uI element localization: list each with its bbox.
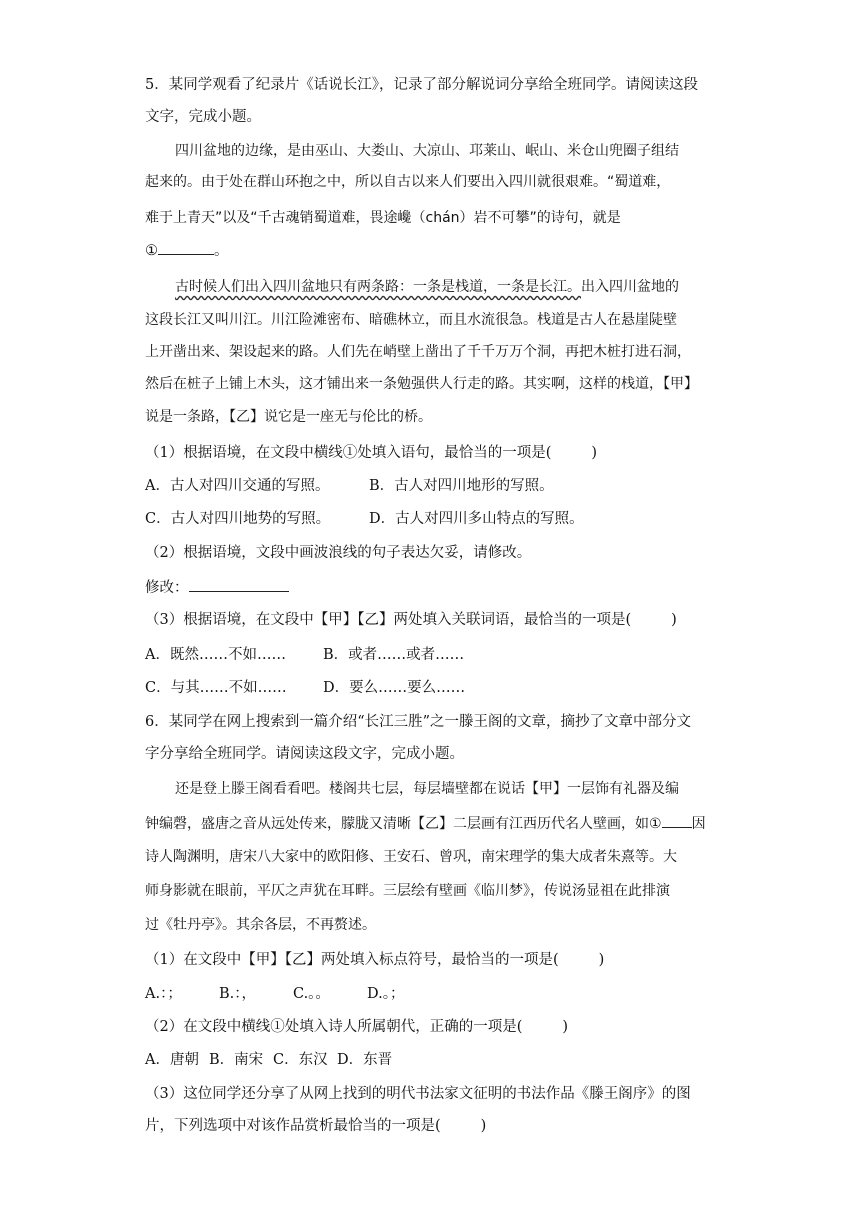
q5-subquestion-2: （2）根据语境，文段中画波浪线的句子表达欠妥，请修改。 [145, 545, 532, 561]
q5-passage1-line-2: 起来的。由于处在群山环抱之中，所以自古以来人们要出入四川就很艰难。“蜀道难， [145, 174, 671, 190]
option-d[interactable]: D．东晋 [337, 1052, 393, 1068]
option-a[interactable]: A.：； [145, 986, 182, 1002]
option-a[interactable]: A．唐朝 [145, 1052, 199, 1068]
option-c[interactable]: C．与其……不如…… [145, 680, 287, 696]
option-a[interactable]: A．古人对四川交通的写照。 [145, 478, 330, 494]
option-a[interactable]: A．既然……不如…… [145, 647, 286, 663]
option-c[interactable]: C.。。 [293, 986, 330, 1002]
dynasty-blank[interactable] [662, 813, 692, 828]
q5-passage2-line-4: 然后在桩子上铺上木头，这才铺出来一条勉强供人行走的路。其实啊，这样的栈道，【甲】 [145, 376, 698, 392]
answer-blank[interactable] [158, 240, 214, 255]
option-c[interactable]: C．东汉 [273, 1052, 328, 1068]
q5-passage2-line-5: 说是一条路，【乙】说它是一座无与伦比的桥。 [145, 409, 432, 425]
q6-subquestion-3-line-1: （3）这位同学还分享了从网上找到的明代书法家文征明的书法作品《滕王阁序》的图 [145, 1086, 691, 1102]
q6-subquestion-2: （2）在文段中横线①处填入诗人所属朝代，正确的一项是( ) [145, 1019, 569, 1035]
option-d[interactable]: D.。； [367, 986, 405, 1002]
q5-passage1-line-4: ① 。 [145, 240, 725, 261]
fix-answer-blank[interactable] [189, 577, 289, 592]
q6-sq2-options [145, 1050, 725, 1070]
q5-passage2-line-1: 古时候人们出入四川盆地只有两条路：一条是栈道，一条是长江。出入四川盆地的 [175, 279, 679, 295]
q6-passage-line-3: 诗人陶渊明，唐宋八大家中的欧阳修、王安石、曾巩，南宋理学的集大成者朱熹等。大 [145, 849, 677, 865]
option-b[interactable]: B.：， [219, 986, 257, 1002]
q6-sq1-options [145, 984, 725, 1004]
q5-sq1-options-row-2 [145, 509, 725, 529]
q6-passage-line-4: 师身影就在眼前，平仄之声犹在耳畔。三层绘有壁画《临川梦》，传说汤显祖在此排演 [145, 883, 670, 899]
q5-subquestion-3: （3）根据语境，在文段中【甲】【乙】两处填入关联词语，最恰当的一项是( ) [145, 612, 677, 628]
q5-passage1-line-3: 难于上青天”以及“千古魂销蜀道难，畏途巉（chán）岩不可攀”的诗句，就是 [145, 210, 621, 226]
q5-passage2-line-2: 这段长江又叫川江。川江险滩密布、暗礁林立，而且水流很急。栈道是古人在悬崖陡壁 [145, 312, 677, 328]
wavy-underlined-sentence: 古时候人们出入四川盆地只有两条路：一条是栈道，一条是长江。 [175, 279, 581, 295]
q5-subquestion-1: （1）根据语境，在文段中横线①处填入语句，最恰当的一项是( ) [145, 445, 598, 461]
q5-passage2-line-3: 上开凿出来、架设起来的路。人们先在峭壁上凿出了千千万万个洞，再把木桩打进石洞， [145, 344, 691, 360]
option-d[interactable]: D．古人对四川多山特点的写照。 [369, 511, 584, 527]
q5-sq3-options-row-1 [145, 645, 725, 665]
q6-passage-line-1: 还是登上滕王阁看看吧。楼阁共七层，每层墙壁都在说话【甲】一层饰有礼器及编 [175, 781, 679, 797]
q6-passage-line-5: 过《牡丹亭》。其余各层，不再赘述。 [145, 917, 376, 933]
q6-passage-line-2: 钟编磬，盛唐之音从远处传来，朦胧又清晰【乙】二层画有江西历代名人壁画，如① 因 [145, 813, 725, 834]
q6-intro-line-2: 字分享给全班同学。请阅读这段文字，完成小题。 [145, 746, 464, 762]
q6-intro-line-1: 6．某同学在网上搜索到一篇介绍“长江三胜”之一滕王阁的文章，摘抄了文章中部分文 [145, 714, 692, 730]
q5-sq2-fix-line: 修改： [145, 577, 725, 598]
q6-subquestion-3-line-2: 片，下列选项中对该作品赏析最恰当的一项是( ) [145, 1118, 487, 1134]
q5-intro-line-1: 5．某同学观看了纪录片《话说长江》，记录了部分解说词分享给全班同学。请阅读这段 [145, 77, 698, 93]
option-b[interactable]: B．或者……或者…… [323, 647, 465, 663]
option-b[interactable]: B．南宋 [209, 1052, 264, 1068]
q5-sq1-options-row-1 [145, 476, 725, 496]
option-d[interactable]: D．要么……要么…… [323, 680, 466, 696]
option-c[interactable]: C．古人对四川地势的写照。 [145, 511, 331, 527]
q5-sq3-options-row-2 [145, 678, 725, 698]
option-b[interactable]: B．古人对四川地形的写照。 [369, 478, 554, 494]
q5-intro-line-2: 文字，完成小题。 [145, 109, 261, 125]
q6-subquestion-1: （1）在文段中【甲】【乙】两处填入标点符号，最恰当的一项是( ) [145, 952, 605, 968]
q5-passage1-line-1: 四川盆地的边缘，是由巫山、大娄山、大凉山、邛莱山、岷山、米仓山兜圈子组结 [175, 143, 679, 159]
blank-marker: ① [145, 243, 158, 259]
